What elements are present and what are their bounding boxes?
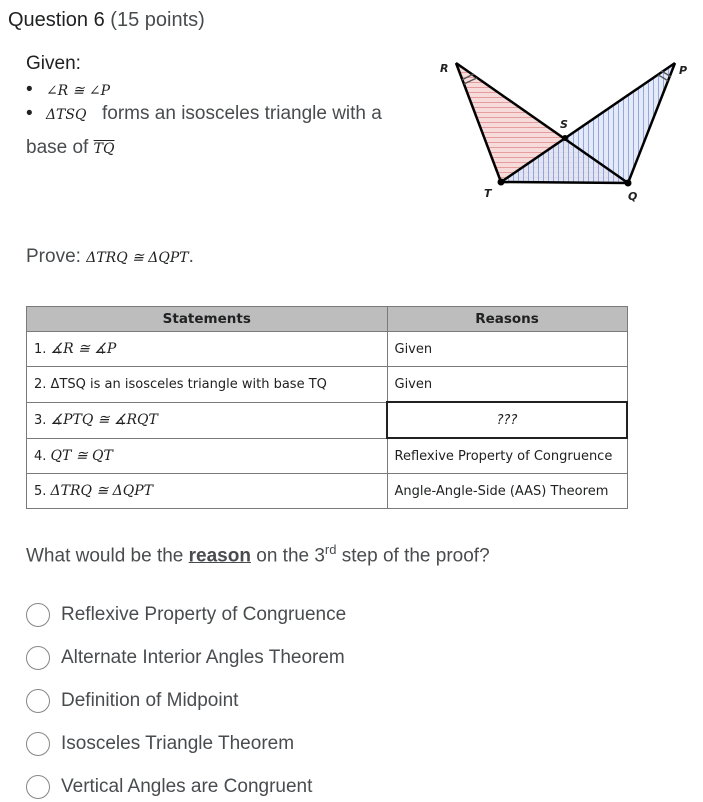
table-row [27,474,628,509]
option-label[interactable]: Definition of Midpoint [61,690,239,711]
answer-option-3[interactable] [26,686,238,716]
row-number: 1. [34,342,47,357]
prove-statement: Prove: ΔTRQ ≅ ΔQPT. [26,246,194,267]
label-t: T [484,187,492,200]
statement-text: ∡PTQ ≅ ∡RQT [50,412,158,428]
option-label[interactable]: Isosceles Triangle Theorem [61,733,295,754]
statements-header: Statements [27,307,388,332]
segment-tq [501,182,628,183]
point-t [498,179,505,186]
radio-button[interactable] [26,732,50,756]
answer-option-4[interactable] [26,729,294,759]
label-p: P [679,64,688,77]
prove-label: Prove: [26,246,87,267]
question-points: (15 points) [110,9,205,31]
base-of-text: base of [26,137,94,158]
table-row [27,332,628,367]
prove-math: ΔTRQ ≅ ΔQPT [86,250,189,266]
answer-option-1[interactable] [26,600,346,630]
row-number: 4. [34,448,47,464]
unknown-reason-cell: ??? [387,402,627,438]
statement-cell [27,332,388,367]
radio-button[interactable] [26,689,50,713]
given-angle-statement: ∠R ≅ ∠P [45,83,110,99]
label-r: R [440,62,449,75]
question-title [8,9,205,32]
triangle-diagram [436,50,691,210]
table-row [27,402,628,438]
row-number: 5. [34,484,47,499]
reasons-header: Reasons [387,307,627,332]
prompt-superscript: rd [324,542,337,557]
bullet-dot: • [26,79,33,100]
statement-cell [27,474,388,509]
prompt-mid: on the 3 [250,545,325,567]
statement-text: ΔTSQ is an isosceles triangle with base TQ [50,376,327,392]
row-number: 3. [34,413,47,428]
reason-cell: Reflexive Property of Congruence [387,438,627,474]
table-row [27,438,628,474]
statement-text: ∡R ≅ ∡P [50,341,117,357]
radio-button[interactable] [26,603,50,627]
prompt-post: step of the proof? [336,545,490,567]
base-segment: $\overline{TQ}$ [93,141,115,157]
statement-cell [27,367,388,403]
reason-cell: Given [387,367,627,403]
answer-option-2[interactable] [26,643,345,673]
reason-cell: Angle-Angle-Side (AAS) Theorem [387,474,627,509]
point-s [562,135,568,141]
given-bullet-2-continuation [26,137,114,159]
given-bullet-1 [26,79,110,101]
prompt-pre: What would be the [26,545,189,567]
statement-cell [27,438,388,474]
proof-header-row [27,307,628,332]
table-row [27,367,628,403]
statement-text: ΔTRQ ≅ ΔQPT [50,483,153,499]
given-bullet-2 [26,103,86,125]
bullet-dot: • [26,103,33,124]
label-s: S [560,118,568,131]
prompt-emphasis: reason [188,545,251,567]
point-q [625,180,632,187]
statement-text: QT ≅ QT [50,447,113,464]
row-number: 2. [34,376,47,392]
statement-cell [27,402,388,438]
given-bullet-2-text: forms an isosceles triangle with a [102,103,382,124]
reason-cell: Given [387,332,627,367]
option-label[interactable]: Alternate Interior Angles Theorem [61,647,345,668]
option-label[interactable]: Vertical Angles are Congruent [61,776,313,797]
question-number: Question 6 [8,9,105,31]
label-q: Q [628,190,638,203]
given-triangle-name: ΔTSQ [45,107,87,123]
given-heading: Given: [26,53,81,74]
question-prompt [26,542,490,567]
option-label[interactable]: Reflexive Property of Congruence [61,604,347,625]
radio-button[interactable] [26,775,50,799]
radio-button[interactable] [26,646,50,670]
proof-table [26,306,628,509]
answer-option-5[interactable] [26,772,312,802]
